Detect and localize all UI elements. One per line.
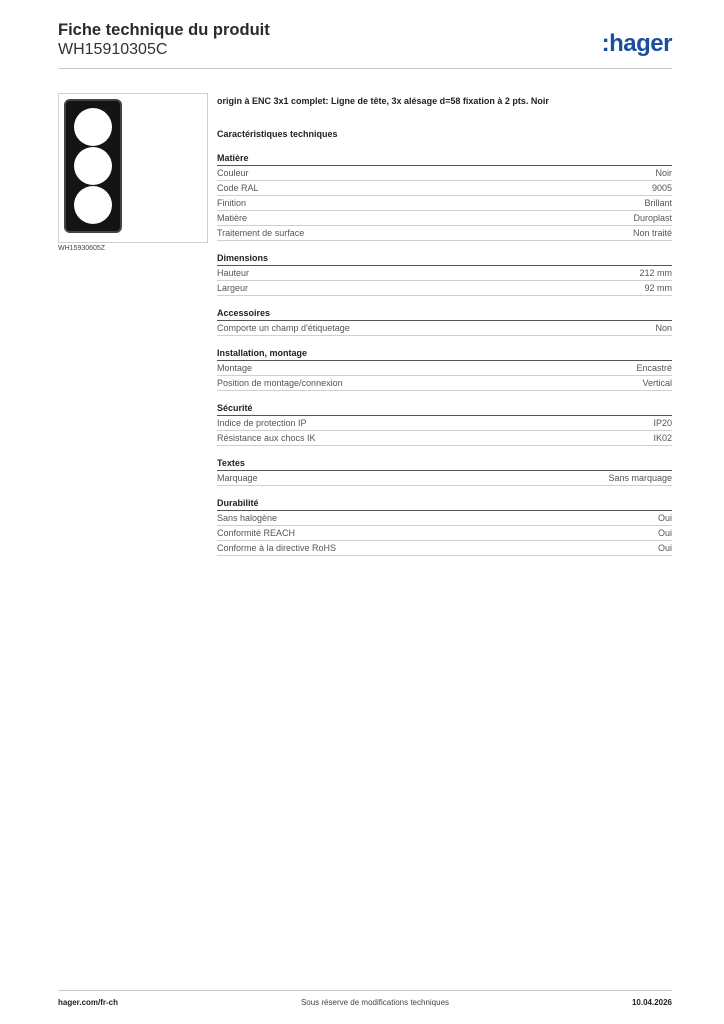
spec-group-title: Textes [217,457,672,471]
spec-label: Montage [217,363,253,373]
spec-row [217,196,672,211]
spec-value: Noir [655,168,672,178]
spec-row [217,416,672,431]
spec-label: Indice de protection IP [217,418,307,428]
frame-opening [74,108,112,146]
spec-group-title: Durabilité [217,497,672,511]
spec-value: 9005 [651,183,672,193]
spec-label: Matière [217,213,248,223]
triple-frame-graphic [64,99,122,233]
spec-label: Couleur [217,168,249,178]
document-header [58,20,672,60]
spec-label: Conformité REACH [217,528,296,538]
frame-opening [74,186,112,224]
spec-value: Oui [657,543,672,553]
spec-value: Vertical [642,378,672,388]
spec-row [217,376,672,391]
spec-value: Non [655,323,672,333]
spec-value: Encastré [636,363,672,373]
spec-group [217,307,672,336]
hager-logo: :hager [601,30,672,57]
spec-row [217,211,672,226]
spec-row [217,431,672,446]
spec-label: Position de montage/connexion [217,378,343,388]
footer-website: hager.com/fr-ch [58,998,119,1007]
spec-value: 212 mm [639,268,672,278]
spec-group-title: Sécurité [217,402,672,416]
spec-value: Duroplast [633,213,672,223]
spec-group-title: Dimensions [217,252,672,266]
spec-group [217,457,672,486]
spec-label: Résistance aux chocs IK [217,433,316,443]
spec-group [217,152,672,241]
spec-value: 92 mm [644,283,672,293]
spec-row [217,226,672,241]
spec-groups [217,152,672,556]
spec-value: Oui [657,513,672,523]
document-title: Fiche technique du produit [58,21,270,39]
spec-row [217,471,672,486]
spec-row [217,266,672,281]
spec-row [217,181,672,196]
spec-value: IP20 [653,418,672,428]
spec-value: Oui [657,528,672,538]
footer-divider [58,990,672,991]
spec-row [217,361,672,376]
image-caption: WH15930605Z [58,245,106,252]
spec-group [217,347,672,391]
spec-label: Hauteur [217,268,250,278]
spec-group-title: Installation, montage [217,347,672,361]
product-description: origin à ENC 3x1 complet: Ligne de tête, 3x alésage d=58 fixation à 2 pts. Noir [217,96,549,106]
spec-row [217,541,672,556]
spec-group [217,497,672,556]
spec-value: IK02 [653,433,672,443]
spec-group-title: Accessoires [217,307,672,321]
spec-label: Sans halogène [217,513,278,523]
spec-label: Largeur [217,283,249,293]
footer-notice: Sous réserve de modifications techniques [300,998,450,1007]
spec-label: Conforme à la directive RoHS [217,543,337,553]
document-footer [58,998,672,1007]
spec-value: Sans marquage [608,473,672,483]
spec-group [217,402,672,446]
spec-label: Marquage [217,473,258,483]
spec-group-title: Matière [217,152,672,166]
spec-row [217,321,672,336]
spec-label: Traitement de surface [217,228,305,238]
product-code: WH15910305C [58,41,168,58]
spec-row [217,511,672,526]
footer-date: 10.04.2026 [631,998,672,1007]
product-image [58,93,208,243]
spec-label: Code RAL [217,183,259,193]
spec-row [217,166,672,181]
header-divider [58,68,672,69]
spec-value: Non traité [632,228,672,238]
spec-content [217,95,672,567]
spec-row [217,281,672,296]
spec-label: Finition [217,198,247,208]
spec-group [217,252,672,296]
section-heading: Caractéristiques techniques [217,129,338,139]
spec-row [217,526,672,541]
spec-value: Brillant [644,198,672,208]
frame-opening [74,147,112,185]
spec-label: Comporte un champ d'étiquetage [217,323,350,333]
